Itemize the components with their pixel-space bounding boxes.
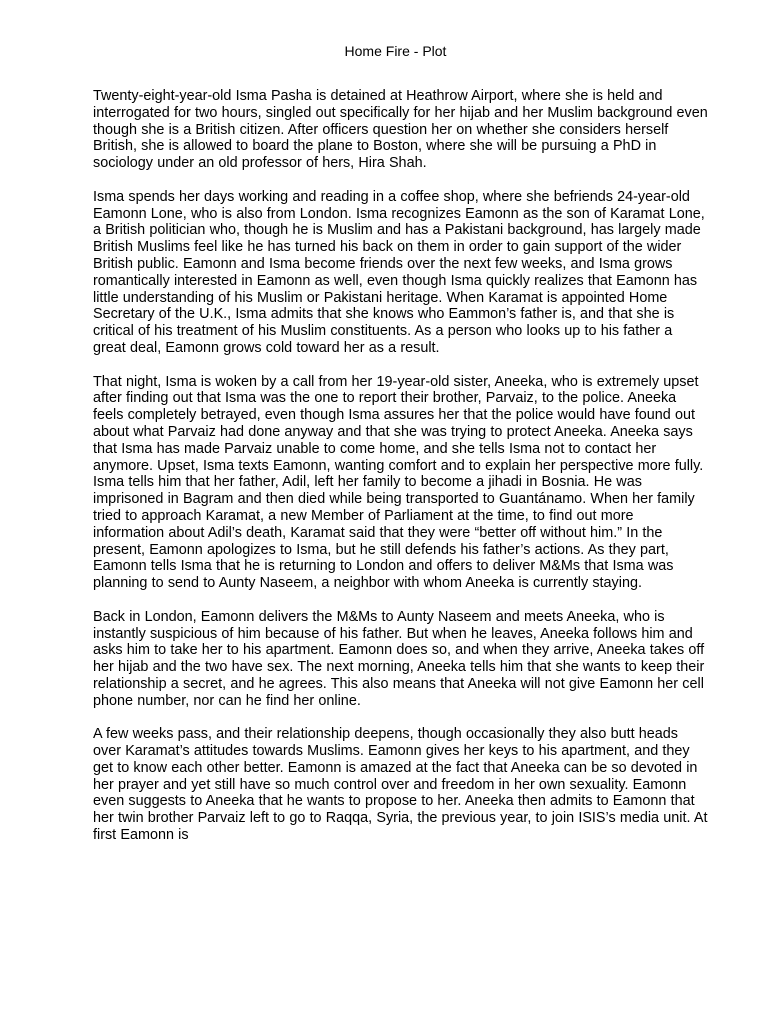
paragraph: Back in London, Eamonn delivers the M&Ms to Aunty Naseem and meets Aneeka, who is instantly suspicious of him because of his father. But when he leaves, Aneeka follows him and asks him to take her to his apartment. Eamonn does so, and when they arrive, Aneeka takes off her hijab and the two have sex. The next morning, Aneeka tells him that she wants to keep their relationship a secret, and he agrees. This also means that Aneeka will not give Eamonn her cell phone number, nor can he find her online. (93, 608, 705, 709)
paragraph: Twenty-eight-year-old Isma Pasha is detained at Heathrow Airport, where she is held and interrogated for two hours, singled out specifically for her hijab and her Muslim background even though she is a British citizen. After officers question her on whether she considers herself British, she is allowed to board the plane to Boston, where she will be pursuing a PhD in sociology under an old professor of hers, Hira Shah. (93, 88, 708, 172)
paragraph: Isma spends her days working and reading in a coffee shop, where she befriends 24-year-old Eamonn Lone, who is also from London. Isma recognizes Eamonn as the son of Karamat Lone, a British politician who, though he is Muslim and has a Pakistani background, has largely made British Muslims feel like he has turned his back on them in order to gain support of the wider British public. Eamonn and Isma become friends over the next few weeks, and Isma grows romantically interested in Eamonn as well, even though Isma quickly realizes that Eamonn has little understanding of his Muslim or Pakistani heritage. When Karamat is appointed Home Secretary of the U.K., Isma admits that she knows who Eammon’s father is, and that she is critical of his treatment of his Muslim constituents. As a person who looks up to his father a great deal, Eamonn grows cold toward her as a result. (93, 188, 705, 356)
paragraph: That night, Isma is woken by a call from her 19-year-old sister, Aneeka, who is extremely upset after finding out that Isma was the one to report their brother, Parvaiz, to the police. Aneeka feels completely betrayed, even though Isma assures her that the police would have found out about what Parvaiz had done anyway and that she was trying to protect Aneeka. Aneeka says that Isma has made Parvaiz unable to come home, and she tells Isma not to contact her anymore. Upset, Isma texts Eamonn, wanting comfort and to explain her perspective more fully. Isma tells him that her father, Adil, left her family to become a jihadi in Bosnia. He was imprisoned in Bagram and then died while being transported to Guantánamo. When her family tried to approach Karamat, a new Member of Parliament at the time, to find out more information about Adil’s death, Karamat said that they were “better off without him.” In the present, Eamonn apologizes to Isma, but he still defends his father’s actions. As they part, Eamonn tells Isma that he is returning to London and offers to deliver M&Ms that Isma was planning to send to Aunty Naseem, a neighbor with whom Aneeka is currently staying. (93, 373, 704, 592)
document-body (93, 88, 708, 844)
document-title: Home Fire - Plot (344, 43, 447, 59)
paragraph: A few weeks pass, and their relationship deepens, though occasionally they also butt heads over Karamat’s attitudes towards Muslims. Eamonn gives her keys to his apartment, and they get to know each other better. Eamonn is amazed at the fact that Aneeka can be so devoted in her prayer and yet still have so much control over and freedom in her own sexuality. Eamonn even suggests to Aneeka that he wants to propose to her. Aneeka then admits to Eamonn that her twin brother Parvaiz left to go to Raqqa, Syria, the previous year, to join ISIS’s media unit. At first Eamonn is (93, 726, 708, 844)
